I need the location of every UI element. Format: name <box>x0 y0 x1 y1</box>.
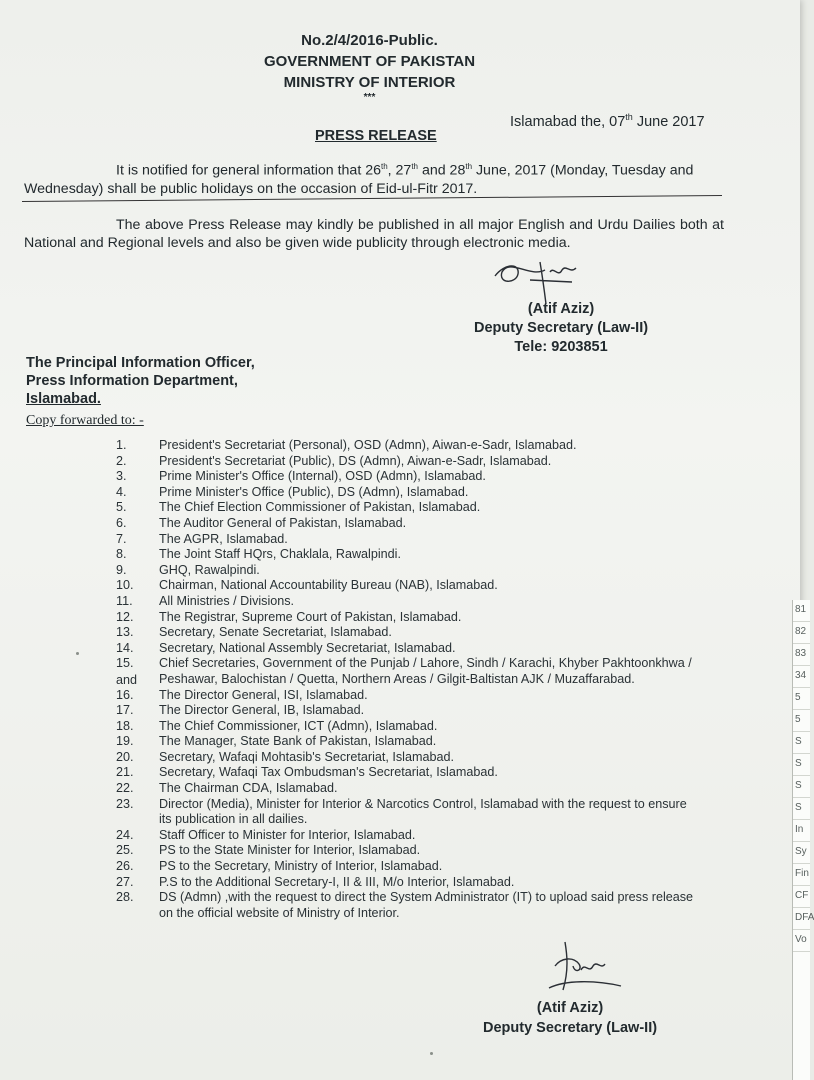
government-name: GOVERNMENT OF PAKISTAN <box>263 53 476 70</box>
list-item-text: Chief Secretaries, Government of the Punjab / Lahore, Sindh / Karachi, Khyber Pakhtoonkhwa / Peshawar, Balochistan / Quetta, Northern Areas / Gilgit-Baltistan AJK / Muzaffarabad. <box>159 656 692 686</box>
list-item <box>0 625 760 641</box>
list-item-number: 8. <box>116 547 127 562</box>
list-item-number: 11. <box>116 593 133 608</box>
list-item <box>0 578 760 594</box>
holiday-notice-paragraph: It is notified for general information that 26th, 27th and 28th June, 2017 (Monday, Tuesday and Wednesday) shall be public holidays on the occasion of Eid-ul-Fitr 2017. <box>24 162 694 197</box>
background-fragment: DFA <box>793 908 810 930</box>
list-item <box>0 438 760 454</box>
list-item-text: The Chief Election Commissioner of Pakistan, Islamabad. <box>159 500 481 515</box>
closing-signature-mark <box>545 940 625 1000</box>
list-item <box>0 828 760 844</box>
list-item-number: 3. <box>116 469 127 484</box>
list-item-text: The Joint Staff HQrs, Chaklala, Rawalpindi. <box>159 547 401 562</box>
list-item-text: The Registrar, Supreme Court of Pakistan, Islamabad. <box>159 609 462 624</box>
background-fragment: 82 <box>793 622 810 644</box>
background-fragment: S <box>793 732 810 754</box>
background-fragment: Fin <box>793 864 810 886</box>
list-item-text: The Chief Commissioner, ICT (Admn), Islamabad. <box>159 718 438 733</box>
list-item-text: Prime Minister's Office (Public), DS (Admn), Islamabad. <box>159 484 469 499</box>
list-item-number: 28. <box>116 890 134 905</box>
list-item-text: President's Secretariat (Personal), OSD (Admn), Aiwan-e-Sadr, Islamabad. <box>159 438 577 452</box>
addressee-line3: Islamabad. <box>26 391 101 407</box>
list-item <box>0 688 760 704</box>
list-item-number: 24. <box>116 827 134 842</box>
closing-signatory-name: (Atif Aziz) <box>536 1000 604 1016</box>
list-item <box>0 563 760 579</box>
background-fragment: S <box>793 776 810 798</box>
and-label: and <box>116 673 138 687</box>
ink-speck <box>76 652 79 655</box>
list-item <box>0 875 760 891</box>
list-item-number: 6. <box>116 515 127 530</box>
background-fragment: In <box>793 820 810 842</box>
list-item-text: Secretary, Senate Secretariat, Islamabad. <box>159 625 392 640</box>
list-item-number: 4. <box>116 484 127 499</box>
ministry-name: MINISTRY OF INTERIOR <box>283 74 456 91</box>
publication-request-paragraph: The above Press Release may kindly be published in all major English and Urdu Dailies both at National and Regional levels and also be given wide publicity through electronic media. <box>24 217 724 251</box>
list-item <box>0 547 760 563</box>
letterhead <box>0 30 809 103</box>
background-fragment: Sy <box>793 842 810 864</box>
signatory-phone: Tele: 9203851 <box>514 339 608 355</box>
background-fragment: 81 <box>793 600 810 622</box>
list-item <box>0 500 760 516</box>
addressee-block <box>26 354 255 408</box>
signature-block <box>474 300 648 357</box>
background-fragment: 34 <box>793 666 810 688</box>
list-item <box>0 641 760 657</box>
addressee-line1: The Principal Information Officer, <box>26 355 255 371</box>
list-item-text: PS to the Secretary, Ministry of Interior, Islamabad. <box>159 859 443 874</box>
list-item-number: 16. <box>116 687 134 702</box>
list-item-number: 2. <box>116 453 127 468</box>
signatory-name: (Atif Aziz) <box>527 301 595 317</box>
list-item <box>0 843 760 859</box>
list-item <box>0 734 760 750</box>
list-item-text: Secretary, National Assembly Secretariat, Islamabad. <box>159 640 456 655</box>
list-item <box>0 890 760 921</box>
list-item <box>0 765 760 781</box>
list-item <box>0 781 760 797</box>
date-suffix: th <box>625 112 633 122</box>
list-item <box>0 750 760 766</box>
list-item-number: 10. <box>116 578 134 593</box>
list-item-text: The Auditor General of Pakistan, Islamabad. <box>159 515 407 530</box>
list-item-text: All Ministries / Divisions. <box>159 593 295 608</box>
list-item-number: 12. <box>116 609 134 624</box>
background-fragment: 83 <box>793 644 810 666</box>
list-item <box>0 703 760 719</box>
list-item <box>0 656 760 687</box>
list-item-text: DS (Admn) ,with the request to direct the System Administrator (IT) to upload said press release on the official website of Ministry of Interior. <box>159 890 694 920</box>
header-stars: *** <box>363 92 376 103</box>
list-item-text: Prime Minister's Office (Internal), OSD (Admn), Islamabad. <box>159 469 486 484</box>
list-item-text: P.S to the Additional Secretary-I, II & III, M/o Interior, Islamabad. <box>159 874 515 889</box>
list-item-number: 20. <box>116 749 134 764</box>
date-rest: June 2017 <box>632 113 705 130</box>
list-item <box>0 485 760 501</box>
list-item-text: GHQ, Rawalpindi. <box>159 562 260 577</box>
list-item <box>0 859 760 875</box>
background-fragment: S <box>793 798 810 820</box>
list-item-text: Director (Media), Minister for Interior & Narcotics Control, Islamabad with the request to ensure its publication in all dailies. <box>159 796 687 827</box>
distribution-list <box>0 438 760 921</box>
list-item-number: 22. <box>116 781 134 796</box>
list-item-number: 7. <box>116 531 127 546</box>
list-item-number: 18. <box>116 718 134 733</box>
list-item-text: Secretary, Wafaqi Mohtasib's Secretariat, Islamabad. <box>159 749 454 764</box>
list-item-number: 9. <box>116 562 127 577</box>
list-item <box>0 516 760 532</box>
list-item <box>0 610 760 626</box>
list-item <box>0 594 760 610</box>
list-item-text: Chairman, National Accountability Bureau (NAB), Islamabad. <box>159 578 498 593</box>
list-item-number: 26. <box>116 859 134 874</box>
closing-signatory-designation: Deputy Secretary (Law-II) <box>483 1020 658 1036</box>
list-item-number: 27. <box>116 874 134 889</box>
background-fragment: 5 <box>793 710 810 732</box>
list-item-text: The Director General, IB, Islamabad. <box>159 703 365 718</box>
date-prefix: Islamabad the, 07 <box>510 113 626 130</box>
background-paper-edge <box>792 600 814 1080</box>
list-item-number: 19. <box>116 734 134 749</box>
list-item-text: Staff Officer to Minister for Interior, Islamabad. <box>159 827 416 842</box>
list-item <box>0 454 760 470</box>
background-fragment: Vo <box>793 930 810 952</box>
background-fragment: CF <box>793 886 810 908</box>
list-item-number: 13. <box>116 625 134 640</box>
list-item-number: 1. <box>116 438 127 452</box>
ink-speck <box>430 1052 433 1055</box>
list-item-number: 23. <box>116 796 134 811</box>
list-item <box>0 532 760 548</box>
reference-number: No.2/4/2016-Public. <box>301 32 438 49</box>
list-item-number: 21. <box>116 765 134 780</box>
list-item-number: 17. <box>116 703 134 718</box>
list-item-number: 25. <box>116 843 134 858</box>
list-item <box>0 469 760 485</box>
background-fragment: S <box>793 754 810 776</box>
copy-forwarded-heading: Copy forwarded to: - <box>26 413 144 428</box>
signatory-designation: Deputy Secretary (Law-II) <box>474 320 649 336</box>
list-item-text: The Director General, ISI, Islamabad. <box>159 687 368 702</box>
list-item-text: Secretary, Wafaqi Tax Ombudsman's Secretariat, Islamabad. <box>159 765 498 780</box>
list-item-text: The Manager, State Bank of Pakistan, Islamabad. <box>159 734 437 749</box>
list-item <box>0 797 760 828</box>
list-item-text: PS to the State Minister for Interior, Islamabad. <box>159 843 421 858</box>
list-item-text: The Chairman CDA, Islamabad. <box>159 781 338 796</box>
list-item-text: The AGPR, Islamabad. <box>159 531 288 546</box>
list-item-number: 15. <box>116 656 134 671</box>
closing-signature-block <box>483 998 657 1038</box>
list-item-number: 5. <box>116 500 127 515</box>
background-fragment: 5 <box>793 688 810 710</box>
list-item <box>0 719 760 735</box>
list-item-text: President's Secretariat (Public), DS (Admn), Aiwan-e-Sadr, Islamabad. <box>159 453 552 468</box>
press-release-title: PRESS RELEASE <box>315 128 437 144</box>
addressee-line2: Press Information Department, <box>26 373 238 389</box>
issue-date <box>510 112 705 130</box>
list-item-number: 14. <box>116 640 134 655</box>
